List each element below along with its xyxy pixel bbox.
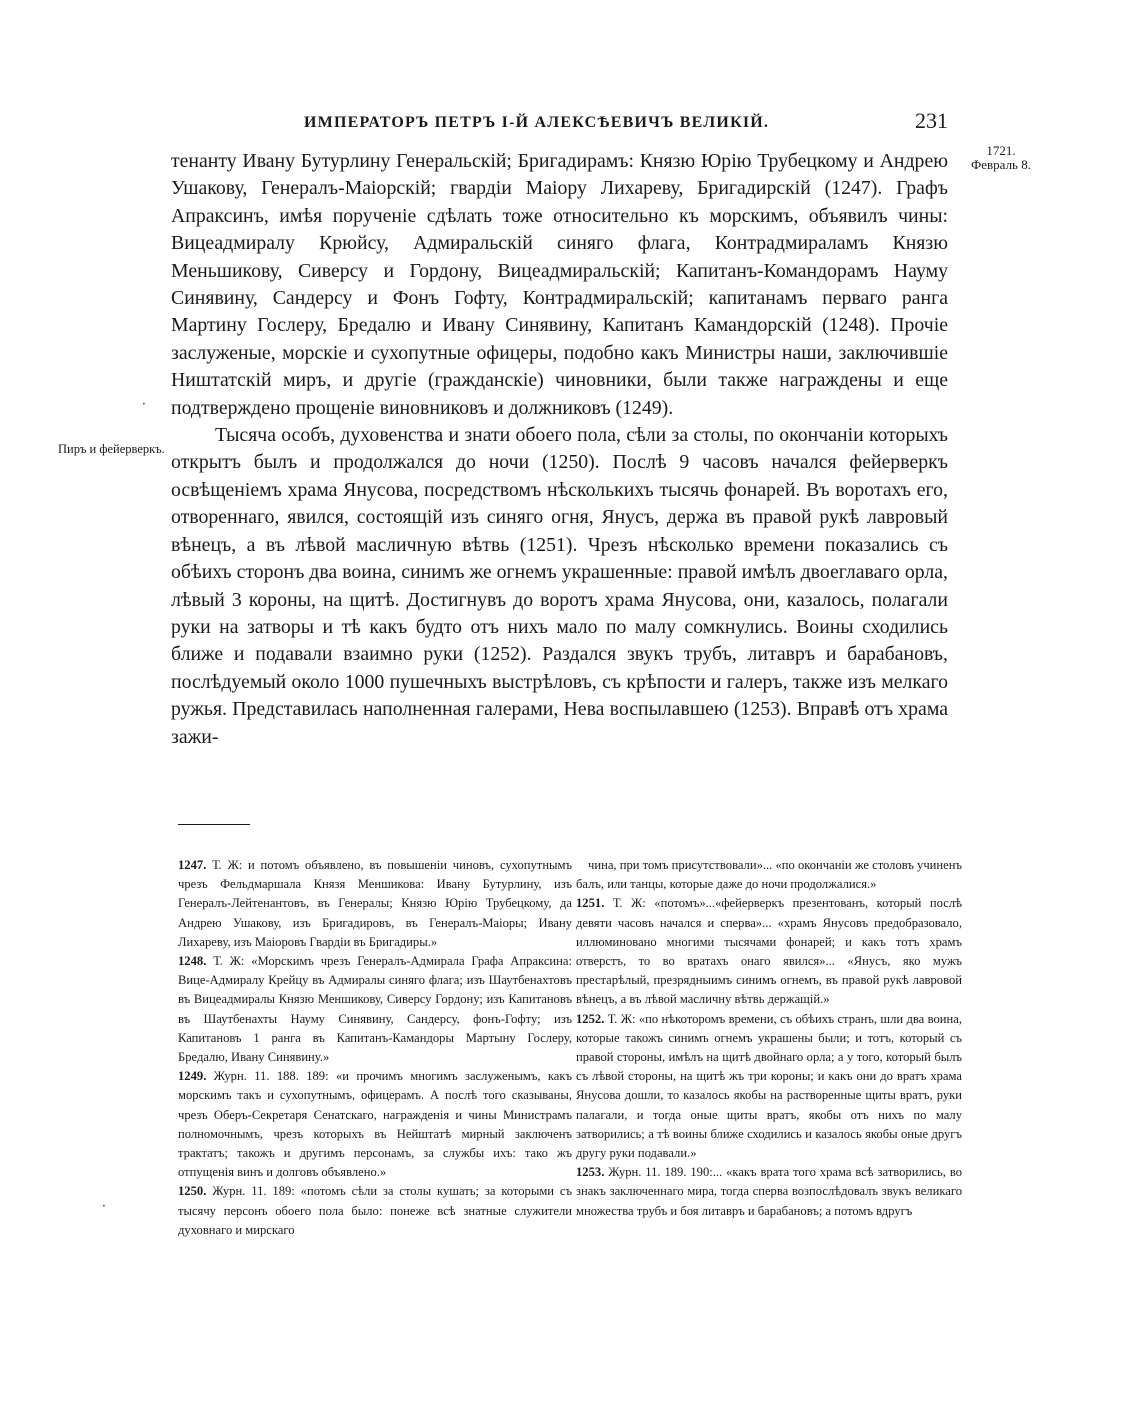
running-header (172, 108, 962, 138)
ink-speck: · (102, 1199, 106, 1213)
margin-side-note: Пиръ и фейерверкъ. (58, 442, 165, 456)
main-paragraph-1: тенанту Ивану Бутурлину Генеральскій; Бригадирамъ: Князю Юрію Трубецкому и Андрею Ушакову, Генералъ-Маіорскій; гвардіи Маіору Лихареву, Бригадирскій (1247). Графъ Апраксинъ, имѣя порученіе сдѣлать тоже относительно къ морскимъ, объявилъ чины: Вицеадмиралу Крюйсу, Адмиральскій синяго флага, Контрадмираламъ Князю Меньшикову, Сиверсу и Гордону, Вицеадмиральскій; Капитанъ-Командорамъ Науму Синявину, Сандерсу и Фонъ Гофту, Контрадмиральскій; капитанамъ перваго ранга Мартину Гослеру, Бредалю и Ивану Синявину, Капитанъ Камандорскій (1248). Прочіе заслуженые, морскіе и сухопутные офицеры, подобно какъ Министры наши, заключившіе Ништатскій миръ, и другіе (гражданскіе) чиновники, были также награждены и еще подтверждено прощеніе виновниковъ и должниковъ (1249). (171, 150, 948, 419)
footnotes-left-column (178, 856, 572, 1240)
main-text (171, 148, 948, 751)
margin-year: 1721. (986, 143, 1016, 158)
footnote-1253: 1253. Журн. 11. 189. 190:... «какъ врата того храма всѣ затворились, во знакъ заключеннаго мира, тогда сперва возпослѣдовалъ звукъ великаго множества трубъ и боя литавръ и барабановъ; а потомъ вдругъ (576, 1165, 962, 1218)
footnote-1250: 1250. Журн. 11. 189: «потомъ сѣли за столы кушать; за которыми съ тысячу персонъ обоего пола было: понеже всѣ знатные служители духовнаго и мирскаго (178, 1184, 573, 1237)
footnote-1247: 1247. Т. Ж: и потомъ объявлено, въ повышеніи чиновъ, сухопутнымъ чрезъ Фельдмаршала Князя Меншикова: Ивану Бутурлину, изъ Генералъ-Лейтенантовъ, въ Генералы; Князю Юрію Трубецкому, да Андрею Ушакову, изъ Бригадировъ, въ Генералъ-Маіоры; Ивану Лихареву, изъ Маіоровъ Гвардіи въ Бригадиры.» (178, 858, 572, 949)
footnote-1249: 1249. Журн. 11. 188. 189: «и прочимъ многимъ заслуженымъ, какъ морскимъ такъ и сухопутнымъ, офицерамъ. А послѣ того сказываны, чрезъ Оберъ-Секретаря Сенатскаго, награжденія и чины Министрамъ полномочнымъ, чрезъ которыхъ въ Нейштатѣ мирный заключенъ трактатъ; такожъ и другимъ персонамъ, за службы ихъ: тако жъ отпущенія винъ и долговъ объявлено.» (178, 1069, 572, 1180)
margin-date (966, 144, 1036, 172)
margin-day: Февраль 8. (971, 157, 1031, 172)
footnotes-right-column (576, 856, 962, 1221)
footnote-1252: 1252. Т. Ж: «по нѣкоторомъ времени, съ обѣихъ странъ, шли два воина, которые такожъ синимъ огнемъ украшены были; и тотъ, который съ правой стороны, имѣлъ на щитѣ двойнаго орла; а у того, который былъ съ лѣвой стороны, на щитѣ жъ три короны; и какъ они до вратъ храма Янусова дошли, то казалось якобы на растворенные щиты вратъ, руки палагали, и тогда оные щиты вратъ, якобы отъ нихъ по малу затворились; а тѣ воины ближе сходились и казалось якобы оные другъ другу руки подавали.» (576, 1011, 962, 1161)
footnote-1248: 1248. Т. Ж: «Морскимъ чрезъ Генералъ-Адмирала Графа Апраксина: Вице-Адмиралу Крейцу въ Адмиралы синяго флага; изъ Шаутбенахтовъ въ Вицеадмиралы Князю Меншикову, Сиверсу Гордону; изъ Капитановъ въ Шаутбенахты Науму Синявину, Сандерсу, фонъ-Гофту; изъ Капитановъ 1 ранга въ Капитанъ-Камандоры Мартыну Гослеру, Бредалю, Ивану Синявину.» (178, 954, 572, 1065)
footnote-1251: 1251. Т. Ж: «потомъ»...«фейерверкъ презентованъ, который послѣ девяти часовъ начался и сперва»... «храмъ Янусовъ предобразовало, иллюминовано многими тысячами фонарей; и какъ тотъ храмъ отверстъ, то во вратахъ онаго явился»... «Янусъ, яко мужъ престарѣлый, презрядныимъ синимъ огнемъ, въ правой рукѣ лавровой вѣнецъ, а въ лѣвой масличну вѣтвь держащій.» (576, 896, 962, 1007)
page-number: 231 (915, 108, 948, 133)
footnote-rule (178, 824, 250, 825)
footnote-1250-continued: чина, при томъ присутствовали»... «по окончаніи же столовъ учиненъ балъ, или танцы, которые даже до ночи продолжалися.» (576, 858, 962, 892)
main-paragraph-2: Тысяча особъ, духовенства и знати обоего пола, сѣли за столы, по окончаніи которыхъ открытъ былъ и продолжался до ночи (1250). Послѣ 9 часовъ начался фейерверкъ освѣщеніемъ храма Янусова, посредствомъ нѣсколькихъ тысячь фонарей. Въ воротахъ его, отвореннаго, явился, состоящій изъ синяго огня, Янусъ, держа въ правой рукѣ лавровый вѣнецъ, а въ лѣвой масличную вѣтвь (1251). Чрезъ нѣсколько времени показались съ обѣихъ сторонъ два воина, синимъ же огнемъ украшенные: правой имѣлъ двоеглаваго орла, лѣвый 3 короны, на щитѣ. Достигнувъ до воротъ храма Янусова, они, казалось, полагали руки на затворы и тѣ какъ будто отъ нихъ мало по малу сомкнулись. Воины сходились ближе и подавали взаимно руки (1252). Раздался звукъ трубъ, литавръ и барабановъ, послѣдуемый около 1000 пушечныхъ выстрѣловъ, съ крѣпости и галеръ, также изъ мелкаго ружья. Представилась наполненная галерами, Нева воспылавшею (1253). Вправѣ отъ храма зажи- (171, 424, 948, 748)
ink-speck: · (142, 397, 146, 411)
running-title: ИМПЕРАТОРЪ ПЕТРЪ I-Й АЛЕКСѢЕВИЧЪ ВЕЛИКІЙ. (304, 114, 770, 131)
